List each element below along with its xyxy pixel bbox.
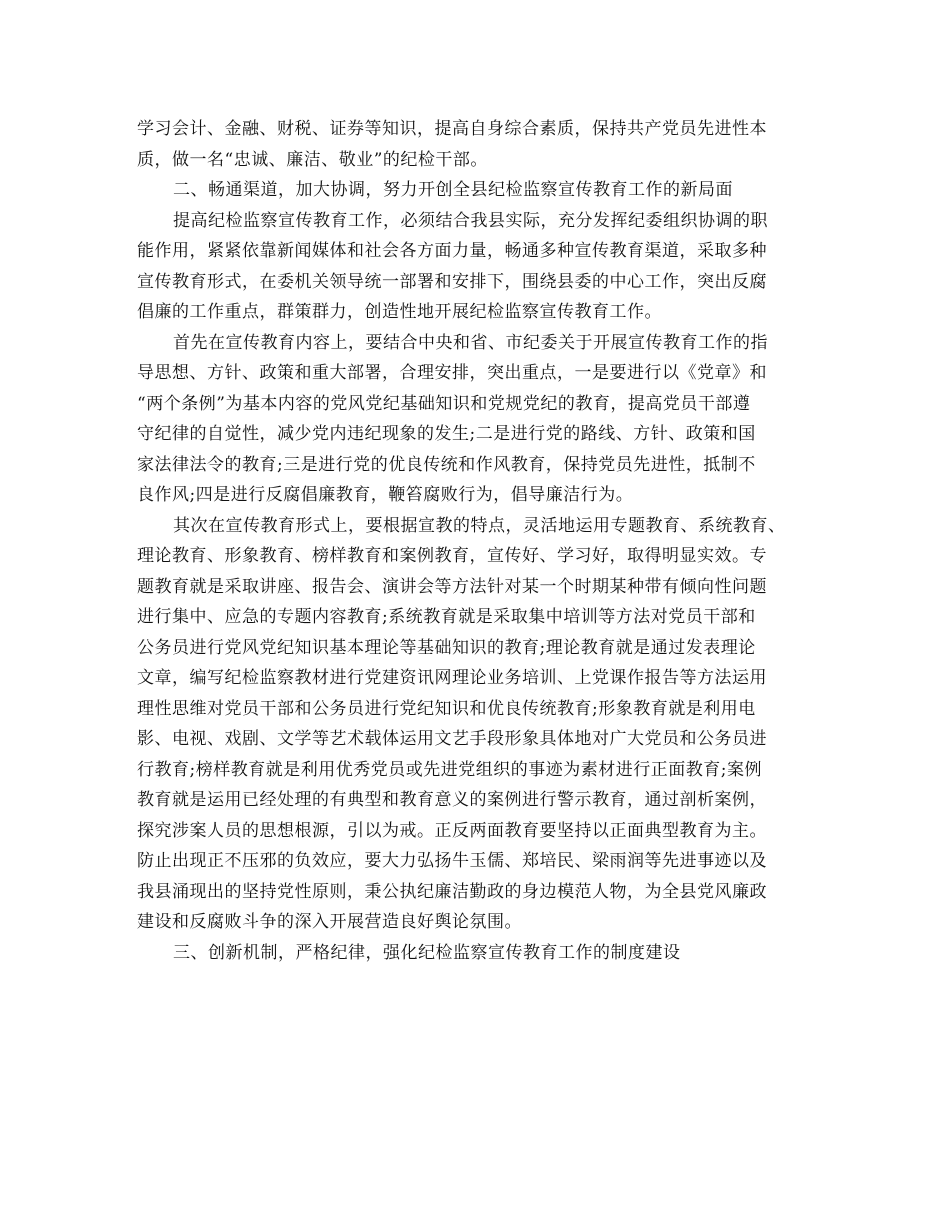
- text-line: “两个条例”为基本内容的党风党纪基础知识和党规党纪的教育，提高党员干部遵: [137, 393, 751, 414]
- text-line: 理性思维对党员干部和公务员进行党纪知识和优良传统教育;形象教育就是利用电: [137, 698, 756, 719]
- text-line: 倡廉的工作重点，群策群力，创造性地开展纪检监察宣传教育工作。: [137, 302, 662, 322]
- text-line: 题教育就是采取讲座、报告会、演讲会等方法针对某一个时期某种带有倾向性问题: [137, 576, 767, 597]
- section-heading: 二、畅通渠道，加大协调，努力开创全县纪检监察宣传教育工作的新局面: [173, 180, 733, 200]
- text-line: 学习会计、金融、财税、证券等知识，提高自身综合素质，保持共产党员先进性本: [137, 119, 767, 139]
- text-line: 守纪律的自觉性，减少党内违纪现象的发生;二是进行党的路线、方针、政策和国: [137, 424, 756, 444]
- paragraph-start: 首先在宣传教育内容上，要结合中央和省、市纪委关于开展宣传教育工作的指: [173, 332, 768, 353]
- text-line: 公务员进行党风党纪知识基本理论等基础知识的教育;理论教育就是通过发表理论: [137, 637, 756, 658]
- paragraph-start: 其次在宣传教育形式上，要根据宣教的特点，灵活地运用专题教育、系统教育、: [173, 515, 786, 536]
- text-line: 理论教育、形象教育、榜样教育和案例教育，宣传好、学习好，取得明显实效。专: [137, 546, 767, 566]
- text-line: 质，做一名“忠诚、廉洁、敬业”的纪检干部。: [137, 149, 488, 170]
- text-line: 建设和反腐败斗争的深入开展营造良好舆论氛围。: [137, 912, 522, 932]
- text-line: 进行集中、应急的专题内容教育;系统教育就是采取集中培训等方法对党员干部和: [137, 607, 756, 627]
- document-body: [137, 114, 821, 968]
- text-line: 防止出现正不压邪的负效应，要大力弘扬牛玉儒、郑培民、梁雨润等先进事迹以及: [137, 851, 767, 871]
- paragraph-start: 提高纪检监察宣传教育工作，必须结合我县实际，充分发挥纪委组织协调的职: [173, 210, 768, 231]
- text-line: 导思想、方针、政策和重大部署，合理安排，突出重点，一是要进行以《党章》和: [137, 363, 767, 383]
- text-line: 良作风;四是进行反腐倡廉教育，鞭笞腐败行为，倡导廉洁行为。: [137, 485, 634, 505]
- section-heading: 三、创新机制，严格纪律，强化纪检监察宣传教育工作的制度建设: [173, 942, 681, 963]
- text-line: 我县涌现出的坚持党性原则，秉公执纪廉洁勤政的身边模范人物，为全县党风廉政: [137, 881, 767, 902]
- text-line: 家法律法令的教育;三是进行党的优良传统和作风教育，保持党员先进性，抵制不: [137, 454, 756, 475]
- text-line: 教育就是运用已经处理的有典型和教育意义的案例进行警示教育，通过剖析案例，: [137, 790, 767, 810]
- text-line: 能作用，紧紧依靠新闻媒体和社会各方面力量，畅通多种宣传教育渠道，采取多种: [137, 241, 767, 261]
- text-line: 探究涉案人员的思想根源，引以为戒。正反两面教育要坚持以正面典型教育为主。: [137, 820, 767, 841]
- text-line: 影、电视、戏剧、文学等艺术载体运用文艺手段形象具体地对广大党员和公务员进: [137, 729, 767, 749]
- text-line: 文章，编写纪检监察教材进行党建资讯网理论业务培训、上党课作报告等方法运用: [137, 668, 767, 688]
- text-line: 行教育;榜样教育就是利用优秀党员或先进党组织的事迹为素材进行正面教育;案例: [137, 759, 762, 780]
- text-line: 宣传教育形式，在委机关领导统一部署和安排下，围绕县委的中心工作，突出反腐: [137, 271, 767, 292]
